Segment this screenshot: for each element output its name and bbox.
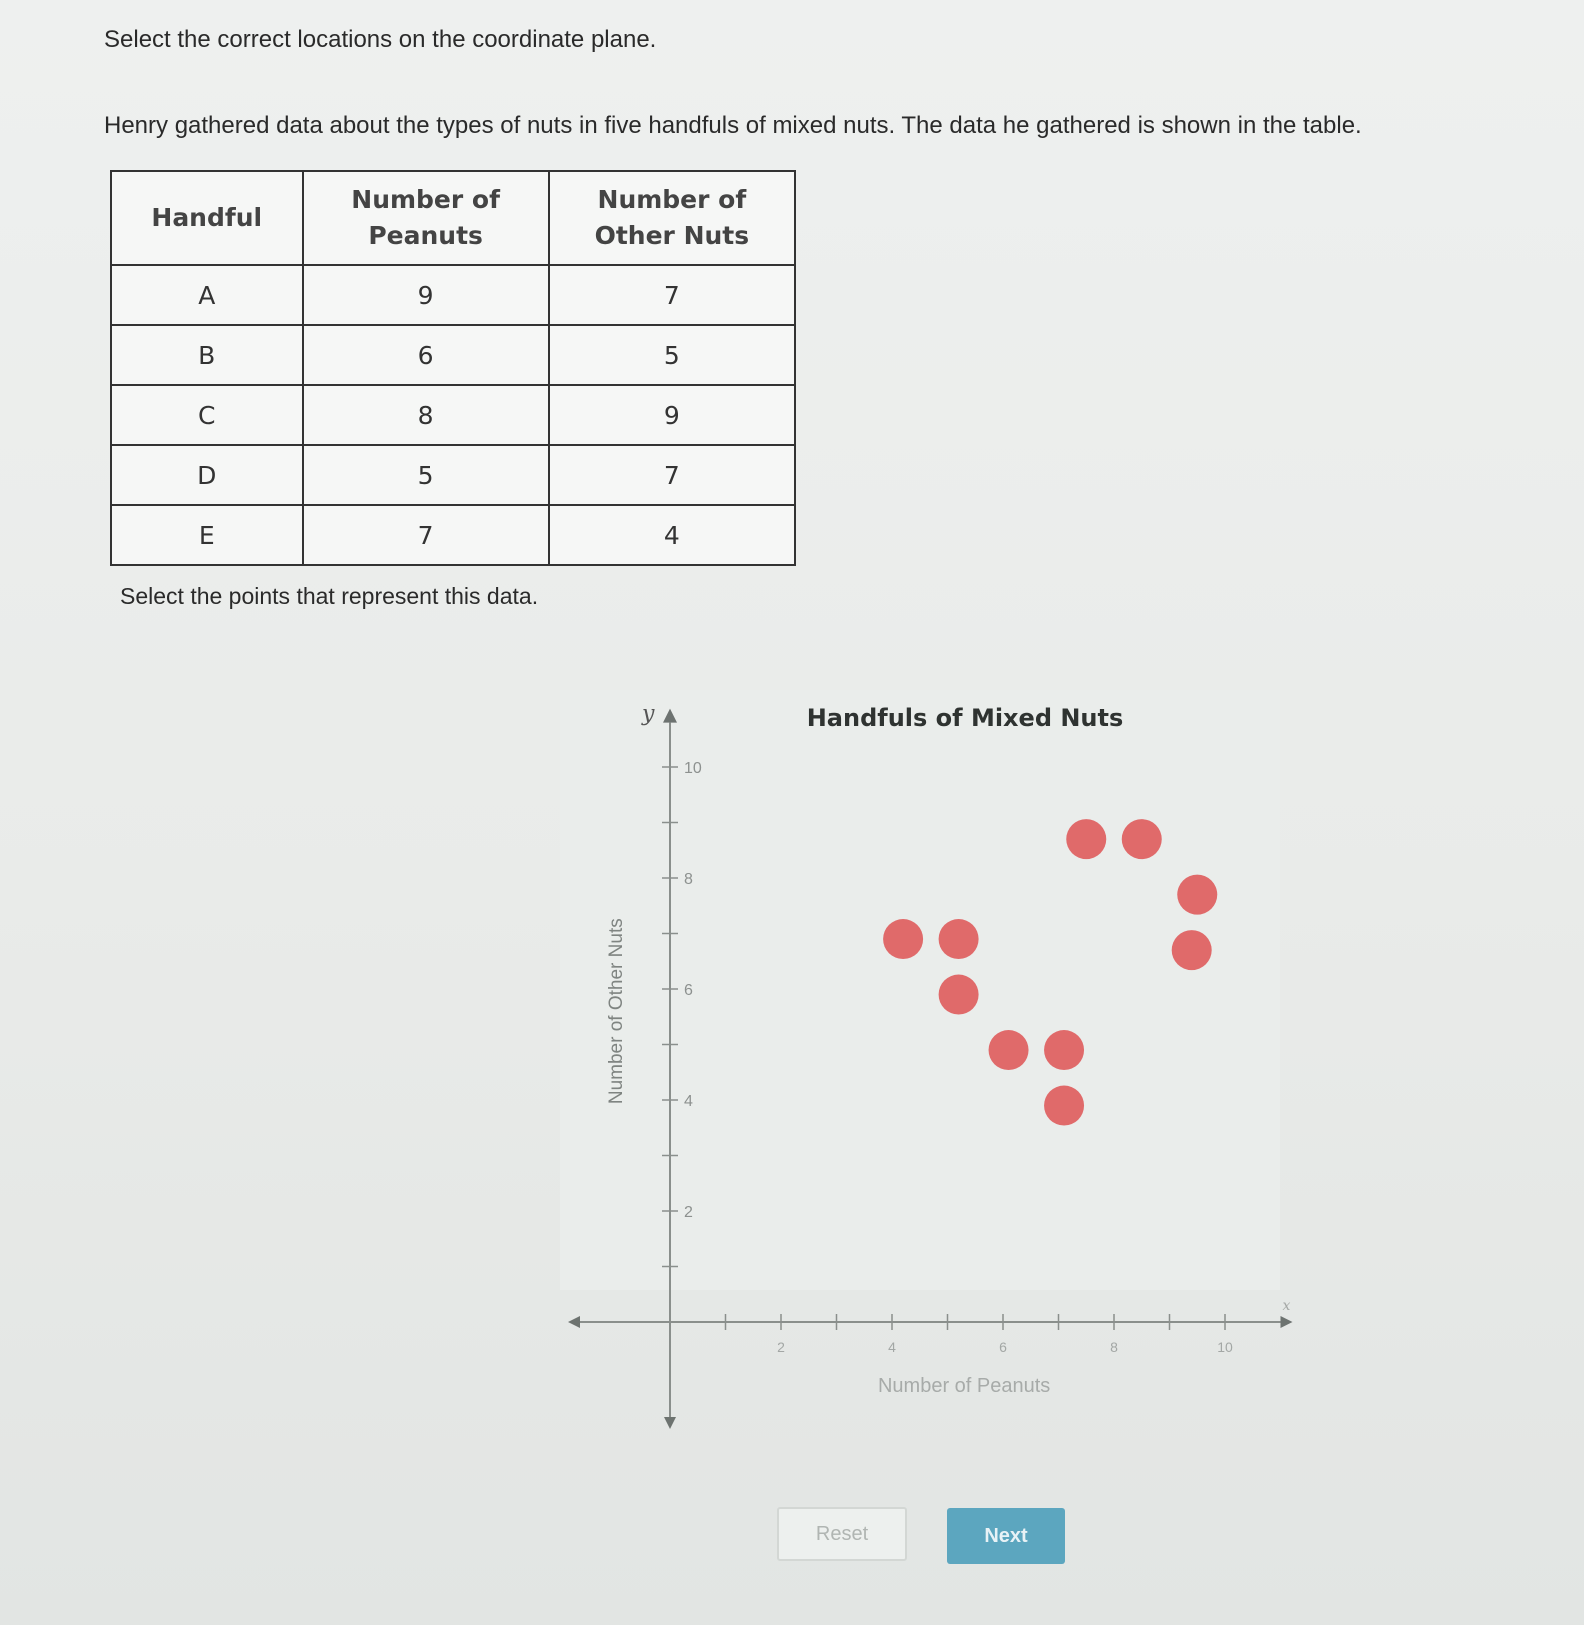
header-peanuts: Number of Peanuts: [303, 171, 549, 265]
y-axis-label: Number of Other Nuts: [606, 918, 627, 1105]
cell-peanuts: 6: [303, 325, 549, 385]
table-row: [111, 445, 795, 505]
instruction-text: Select the correct locations on the coordinate plane.: [104, 26, 657, 53]
data-point[interactable]: [939, 919, 979, 959]
cell-other-nuts: 7: [549, 445, 795, 505]
cell-other-nuts: 9: [549, 385, 795, 445]
cell-other-nuts: 5: [549, 325, 795, 385]
data-point[interactable]: [883, 919, 923, 959]
y-tick-label: 8: [684, 871, 693, 888]
y-tick-label: 2: [684, 1204, 693, 1221]
data-point[interactable]: [1044, 1030, 1084, 1070]
cell-peanuts: 8: [303, 385, 549, 445]
cell-handful: A: [111, 265, 303, 325]
y-tick-label: 6: [684, 982, 693, 999]
reset-button[interactable]: Reset: [777, 1507, 907, 1561]
coordinate-plane[interactable]: [560, 690, 1320, 1450]
prompt-text: Select the points that represent this data.: [120, 583, 539, 609]
data-point[interactable]: [1172, 930, 1212, 970]
x-tick-label: 8: [1110, 1339, 1118, 1355]
x-tick-label: 2: [777, 1339, 785, 1355]
data-point[interactable]: [939, 975, 979, 1015]
x-axis-arrow-right: [1281, 1316, 1293, 1328]
y-axis-arrow-down: [664, 1417, 676, 1429]
data-point[interactable]: [1122, 819, 1162, 859]
x-axis-symbol: x: [1282, 1298, 1291, 1314]
next-button[interactable]: Next: [947, 1508, 1065, 1564]
data-point[interactable]: [989, 1030, 1029, 1070]
data-point[interactable]: [1044, 1086, 1084, 1126]
y-tick-label: 10: [684, 760, 702, 777]
coordinate-plane-svg[interactable]: [560, 690, 1320, 1450]
data-table: [110, 170, 796, 566]
table-row: [111, 385, 795, 445]
table-row: [111, 265, 795, 325]
cell-other-nuts: 7: [549, 265, 795, 325]
cell-peanuts: 9: [303, 265, 549, 325]
cell-peanuts: 7: [303, 505, 549, 565]
cell-handful: C: [111, 385, 303, 445]
table-row: [111, 505, 795, 565]
header-other-nuts: Number of Other Nuts: [549, 171, 795, 265]
header-handful: Handful: [111, 171, 303, 265]
y-tick-label: 4: [684, 1093, 693, 1110]
cell-other-nuts: 4: [549, 505, 795, 565]
x-tick-label: 4: [888, 1339, 896, 1355]
table-row: [111, 325, 795, 385]
data-point[interactable]: [1066, 819, 1106, 859]
x-tick-label: 10: [1217, 1339, 1233, 1355]
cell-peanuts: 5: [303, 445, 549, 505]
plot-background: [560, 690, 1280, 1290]
question-text: Henry gathered data about the types of nuts in five handfuls of mixed nuts. The data he gathered is shown in the table.: [104, 112, 1362, 139]
y-axis-symbol: y: [642, 701, 655, 727]
chart-title: Handfuls of Mixed Nuts: [806, 704, 1124, 732]
x-tick-label: 6: [999, 1339, 1007, 1355]
x-axis-arrow-left: [568, 1316, 580, 1328]
cell-handful: E: [111, 505, 303, 565]
table-header-row: [111, 171, 795, 265]
x-axis-label: Number of Peanuts: [877, 1375, 1051, 1397]
cell-handful: B: [111, 325, 303, 385]
cell-handful: D: [111, 445, 303, 505]
data-point[interactable]: [1177, 875, 1217, 915]
